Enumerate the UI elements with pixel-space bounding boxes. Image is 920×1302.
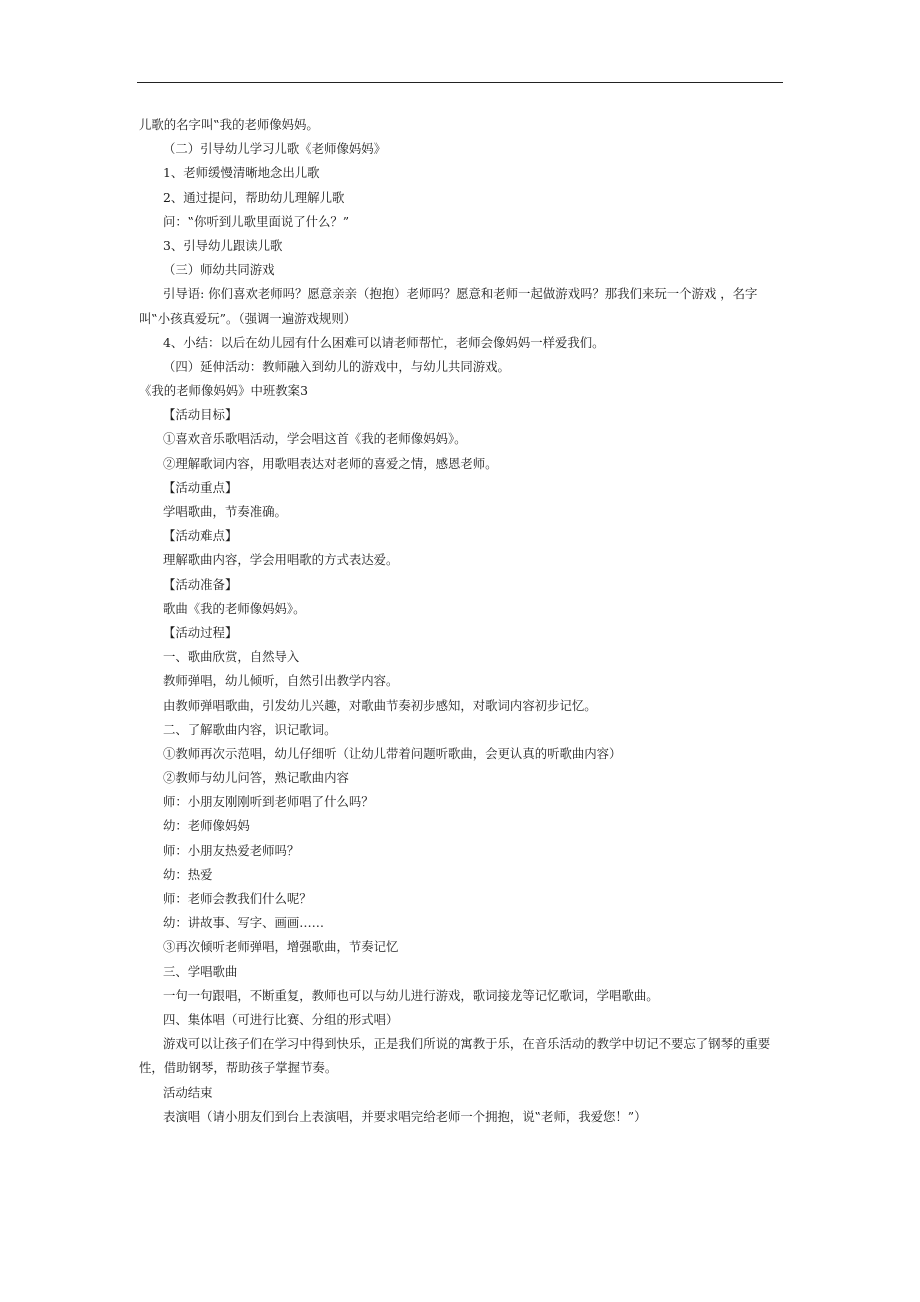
- dialogue-line: 幼：讲故事、写字、画画……: [163, 915, 325, 931]
- section-heading: （三）师幼共同游戏: [163, 262, 275, 278]
- paragraph-line: ①喜欢音乐歌唱活动，学会唱这首《我的老师像妈妈》。: [163, 431, 467, 447]
- dialogue-line: 师：老师会教我们什么呢？: [163, 891, 312, 907]
- header-rule: [137, 82, 783, 83]
- paragraph-line: ③再次倾听老师弹唱，增强歌曲，节奏记忆: [163, 939, 399, 955]
- dialogue-line: 师：小朋友热爱老师吗？: [163, 842, 300, 858]
- paragraph-line: 教师弹唱，幼儿倾听，自然引出教学内容。: [163, 673, 399, 689]
- lesson-title: 《我的老师像妈妈》中班教案3: [139, 383, 308, 399]
- paragraph-line: 由教师弹唱歌曲，引发幼儿兴趣，对歌曲节奏初步感知，对歌词内容初步记忆。: [163, 697, 597, 713]
- section-heading: （四）延伸活动：教师融入到幼儿的游戏中，与幼儿共同游戏。: [163, 358, 510, 374]
- bracket-heading: 【活动难点】: [163, 528, 238, 544]
- paragraph-line: 一句一句跟唱，不断重复，教师也可以与幼儿进行游戏，歌词接龙等记忆歌词，学唱歌曲。: [163, 987, 659, 1003]
- paragraph-line: 问：‟你听到儿歌里面说了什么？”: [163, 213, 350, 229]
- paragraph-line: 二、了解歌曲内容，识记歌词。: [163, 721, 337, 737]
- paragraph-line: ①教师再次示范唱，幼儿仔细听（让幼儿带着问题听歌曲，会更认真的听歌曲内容）: [163, 745, 622, 761]
- paragraph-line: 理解歌曲内容，学会用唱歌的方式表达爱。: [163, 552, 399, 568]
- bracket-heading: 【活动过程】: [163, 624, 238, 640]
- paragraph-line: ②教师与幼儿问答，熟记歌曲内容: [163, 770, 349, 786]
- dialogue-line: 幼：老师像妈妈: [163, 818, 250, 834]
- bracket-heading: 【活动目标】: [163, 407, 238, 423]
- bracket-heading: 【活动重点】: [163, 479, 238, 495]
- paragraph-line: 4、小结：以后在幼儿园有什么困难可以请老师帮忙，老师会像妈妈一样爱我们。: [163, 334, 605, 350]
- paragraph-line: 3、引导幼儿跟读儿歌: [163, 237, 283, 253]
- paragraph-line: 四、集体唱（可进行比赛、分组的形式唱）: [163, 1011, 399, 1027]
- paragraph-line: ②理解歌词内容，用歌唱表达对老师的喜爱之情，感恩老师。: [163, 455, 498, 471]
- section-heading: （二）引导幼儿学习儿歌《老师像妈妈》: [163, 141, 387, 157]
- paragraph-line: 表演唱（请小朋友们到台上表演唱，并要求唱完给老师一个拥抱，说‟老师，我爱您！”）: [163, 1108, 647, 1124]
- paragraph-wrapped: 游戏可以让孩子们在学习中得到快乐，正是我们所说的寓教于乐，在音乐活动的教学中切记不要忘了钢琴的重要性，借助钢琴，帮助孩子掌握节奏。: [139, 1036, 771, 1076]
- paragraph-line: 活动结束: [163, 1084, 213, 1100]
- paragraph-line: 一、歌曲欣赏，自然导入: [163, 649, 300, 665]
- paragraph-wrapped: 引导语: 你们喜欢老师吗？愿意亲亲（抱抱）老师吗？愿意和老师一起做游戏吗？那我们来玩一个游戏 ，名字叫‟小孩真爱玩”。（强调一遍游戏规则）: [139, 286, 758, 326]
- paragraph-line: 三、学唱歌曲: [163, 963, 238, 979]
- document-body: [139, 113, 785, 1129]
- paragraph-line: 歌曲《我的老师像妈妈》。: [163, 600, 306, 616]
- bracket-heading: 【活动准备】: [163, 576, 238, 592]
- dialogue-line: 师：小朋友刚刚听到老师唱了什么吗？: [163, 794, 374, 810]
- paragraph-line: 1、老师缓慢清晰地念出儿歌: [163, 165, 320, 181]
- paragraph-line: 学唱歌曲，节奏准确。: [163, 504, 287, 520]
- paragraph-line: 儿歌的名字叫‟我的老师像妈妈。: [139, 117, 319, 132]
- paragraph-line: 2、通过提问，帮助幼儿理解儿歌: [163, 189, 345, 205]
- dialogue-line: 幼：热爱: [163, 866, 213, 882]
